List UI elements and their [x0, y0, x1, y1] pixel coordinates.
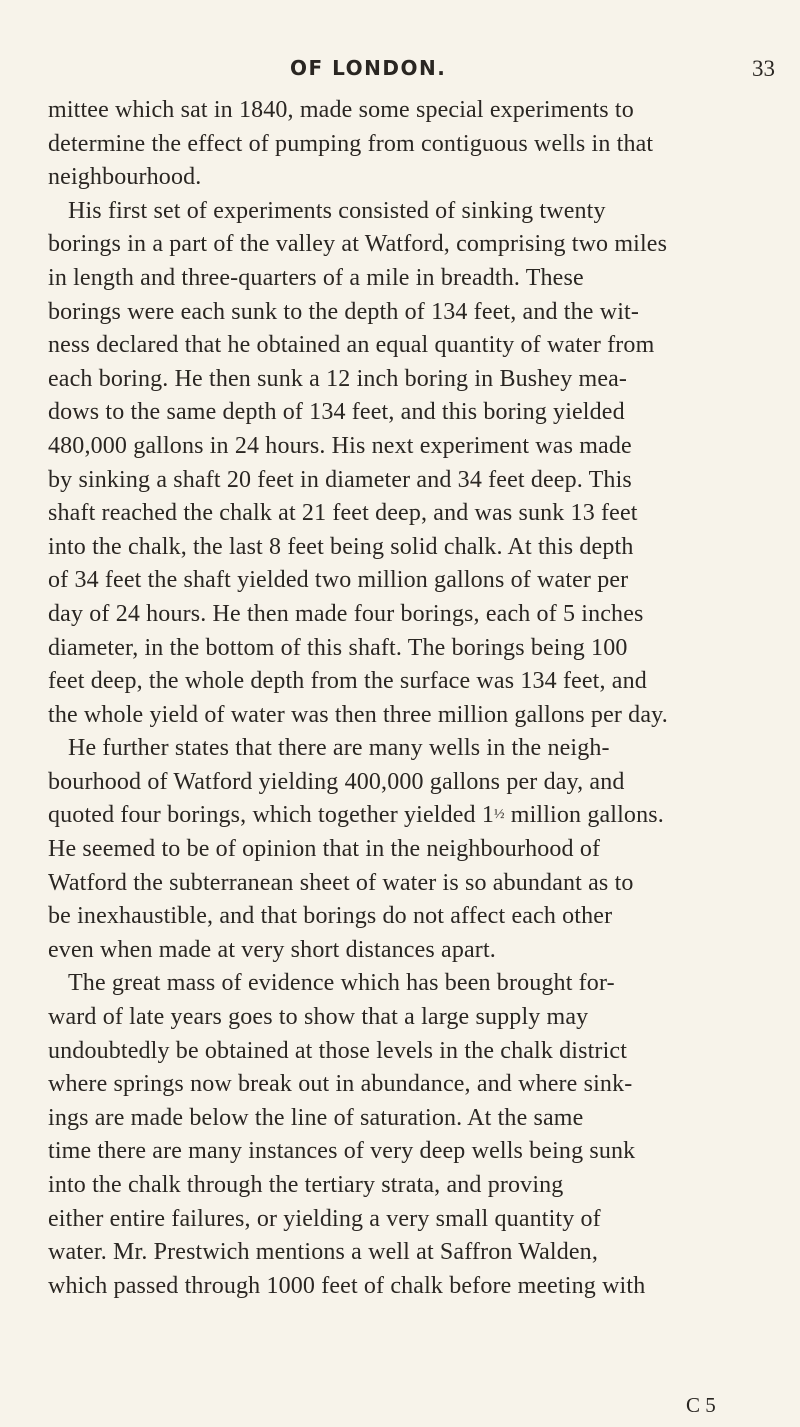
text-line: in length and three-quarters of a mile in breadth. These [48, 264, 584, 291]
text-line: even when made at very short distances apart. [48, 936, 496, 963]
text-line: mittee which sat in 1840, made some special experiments to [48, 97, 634, 123]
text-line: bourhood of Watford yielding 400,000 gallons per day, and [48, 768, 625, 795]
text-line: by sinking a shaft 20 feet in diameter and 34 feet deep. This [48, 466, 632, 493]
text-line: determine the effect of pumping from contiguous wells in that [48, 130, 654, 157]
text-line: into the chalk through the tertiary strata, and proving [48, 1172, 564, 1198]
text-line: day of 24 hours. He then made four borings, each of 5 inches [48, 600, 644, 627]
text-line: He seemed to be of opinion that in the neighbourhood of [48, 836, 601, 863]
body-text [48, 94, 763, 1303]
text-line: ward of late years goes to show that a large supply may [48, 1004, 589, 1031]
fraction-line-text: quoted four borings, which together yielded 1 [48, 802, 494, 829]
text-line: be inexhaustible, and that borings do not affect each other [48, 903, 613, 930]
fraction-line-suffix: million gallons. [504, 802, 664, 829]
signature-mark: C 5 [686, 1393, 716, 1417]
text-line: time there are many instances of very deep wells being sunk [48, 1138, 636, 1165]
text-line: shaft reached the chalk at 21 feet deep, and was sunk 13 feet [48, 500, 638, 527]
text-line: ings are made below the line of saturation. At the same [48, 1104, 584, 1131]
text-line: dows to the same depth of 134 feet, and this boring yielded [48, 399, 625, 426]
text-line-with-fraction [48, 799, 763, 833]
text-line: the whole yield of water was then three million gallons per day. [48, 701, 668, 728]
text-line: diameter, in the bottom of this shaft. The borings being 100 [48, 634, 628, 661]
page-number: 33 [752, 56, 775, 81]
text-line: of 34 feet the shaft yielded two million gallons of water per [48, 567, 629, 594]
text-line: borings were each sunk to the depth of 134 feet, and the wit- [48, 298, 639, 325]
text-line: borings in a part of the valley at Watford, comprising two miles [48, 231, 668, 258]
text-line: which passed through 1000 feet of chalk before meeting with [48, 1272, 646, 1299]
text-line: into the chalk, the last 8 feet being solid chalk. At this depth [48, 533, 634, 560]
paragraph-start-line: The great mass of evidence which has been brought for- [68, 970, 615, 997]
paragraph-start-line: He further states that there are many wells in the neigh- [68, 735, 610, 762]
text-line: water. Mr. Prestwich mentions a well at Saffron Walden, [48, 1239, 598, 1266]
running-title: OF LONDON. [290, 56, 447, 80]
text-line: each boring. He then sunk a 12 inch boring in Bushey mea- [48, 365, 628, 392]
paragraph-start-line: His first set of experiments consisted of sinking twenty [68, 197, 606, 224]
text-line: 480,000 gallons in 24 hours. His next experiment was made [48, 432, 632, 459]
text-line: Watford the subterranean sheet of water is so abundant as to [48, 869, 634, 896]
text-line: feet deep, the whole depth from the surface was 134 feet, and [48, 668, 647, 695]
text-line: ness declared that he obtained an equal quantity of water from [48, 332, 655, 359]
text-line: neighbourhood. [48, 164, 202, 191]
text-line: where springs now break out in abundance, and where sink- [48, 1071, 633, 1098]
fraction-half: ½ [493, 807, 505, 823]
text-line: either entire failures, or yielding a very small quantity of [48, 1205, 601, 1232]
text-line: undoubtedly be obtained at those levels in the chalk district [48, 1037, 628, 1064]
